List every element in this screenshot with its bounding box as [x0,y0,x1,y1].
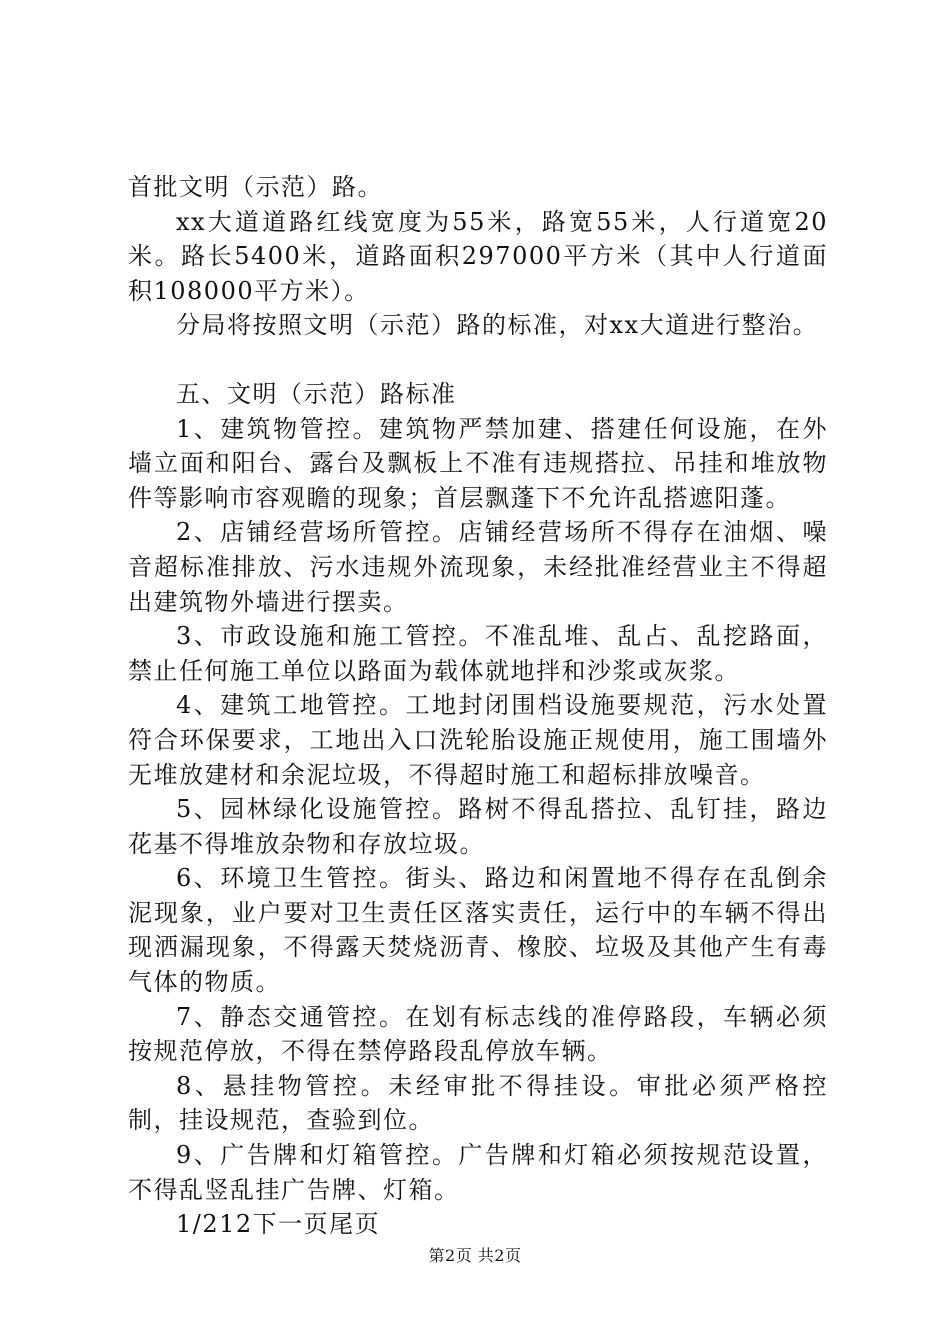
standard-item-2: 2、店铺经营场所管控。店铺经营场所不得存在油烟、噪音超标准排放、污水违规外流现象，未经批准经营业主不得超出建筑物外墙进行摆卖。 [128,518,828,616]
standard-item-8: 8、悬挂物管控。未经审批不得挂设。审批必须严格控制，挂设规范，查验到位。 [128,1071,828,1135]
paragraph-road-dimensions: xx大道道路红线宽度为55米，路宽55米，人行道宽20米。路长5400米，道路面积297000平方米（其中人行道面积108000平方米）。 [128,207,828,305]
standard-item-7: 7、静态交通管控。在划有标志线的准停路段，车辆必须按规范停放，不得在禁停路段乱停放车辆。 [128,1002,828,1066]
paragraph-continuation: 首批文明（示范）路。 [128,173,383,201]
standard-item-6: 6、环境卫生管控。街头、路边和闲置地不得存在乱倒余泥现象，业户要对卫生责任区落实责任，运行中的车辆不得出现洒漏现象，不得露天焚烧沥青、橡胶、垃圾及其他产生有毒气体的物质。 [128,864,828,997]
document-body [128,170,828,1242]
standard-item-4: 4、建筑工地管控。工地封闭围档设施要规范，污水处置符合环保要求，工地出入口洗轮胎设施正规使用，施工围墙外无堆放建材和余泥垃圾，不得超时施工和超标排放噪音。 [128,691,828,789]
page-footer: 第2页 共2页 [428,1246,522,1265]
section-heading-standards: 五、文明（示范）路标准 [176,379,457,408]
pagination-text: 1/212下一页尾页 [176,1210,381,1239]
standard-item-3: 3、市政设施和施工管控。不准乱堆、乱占、乱挖路面，禁止任何施工单位以路面为载体就地拌和沙浆或灰浆。 [128,622,828,685]
paragraph-rectification-plan: 分局将按照文明（示范）路的标准，对xx大道进行整治。 [176,311,819,340]
standard-item-1: 1、建筑物管控。建筑物严禁加建、搭建任何设施，在外墙立面和阳台、露台及飘板上不准有违规搭拉、吊挂和堆放物件等影响市容观瞻的现象；首层飘蓬下不允许乱搭遮阳蓬。 [128,414,828,512]
standard-item-9: 9、广告牌和灯箱管控。广告牌和灯箱必须按规范设置，不得乱竖乱挂广告牌、灯箱。 [128,1141,828,1204]
standard-item-5: 5、园林绿化设施管控。路树不得乱搭拉、乱钉挂，路边花基不得堆放杂物和存放垃圾。 [128,795,828,858]
